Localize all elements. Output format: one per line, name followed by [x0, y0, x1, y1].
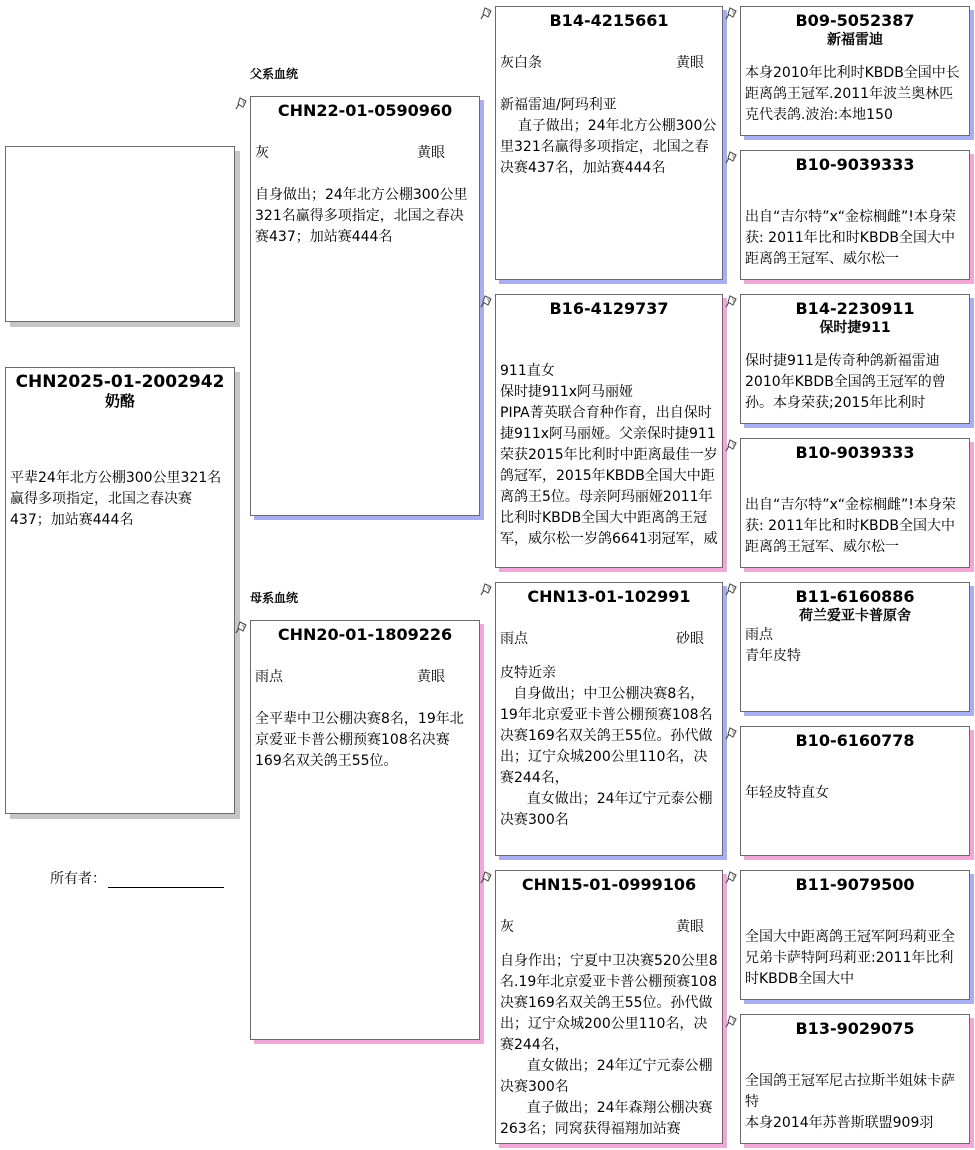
- dam-sire-ring: CHN13-01-102991: [527, 587, 691, 606]
- gen3-6-notes: 年轻皮特直女: [745, 785, 829, 801]
- photo-frame[interactable]: [5, 146, 235, 322]
- dam-sire-eye: 砂眼: [676, 631, 704, 647]
- gen3-card-1[interactable]: [740, 6, 970, 136]
- gen3-4-notes: 出自“吉尔特”x“金棕榈雌”!本身荣获: 2011年比和时KBDB全国大中距离鸽王冠军、威尔松一: [745, 497, 956, 555]
- flag-icon[interactable]: [724, 870, 738, 884]
- gen3-2-notes: 出自“吉尔特”x“金棕榈雌”!本身荣获: 2011年比和时KBDB全国大中距离鸽王冠军、威尔松一: [745, 209, 956, 267]
- gen3-card-2[interactable]: [740, 150, 970, 280]
- flag-icon[interactable]: [724, 726, 738, 740]
- flag-icon[interactable]: [724, 1014, 738, 1028]
- maternal-label: 母系血统: [250, 591, 299, 605]
- dam-notes: 全平辈中卫公棚决赛8名，19年北京爱亚卡普公棚预赛108名决赛169名双关鸽王55位。: [255, 711, 464, 769]
- dam-sire-color: 雨点: [500, 631, 528, 647]
- dam-ring: CHN20-01-1809226: [277, 625, 453, 644]
- sire-dam-card[interactable]: [495, 294, 723, 568]
- dam-color: 雨点: [255, 669, 283, 685]
- flag-icon[interactable]: [724, 150, 738, 164]
- flag-icon[interactable]: [479, 6, 493, 20]
- subject-notes: 平辈24年北方公棚300公里321名赢得多项指定，北国之春决赛437；加站赛444名: [10, 470, 222, 528]
- gen3-1-ring: B09-5052387: [795, 11, 915, 30]
- paternal-label: 父系血统: [250, 67, 299, 81]
- flag-icon[interactable]: [724, 438, 738, 452]
- dam-dam-ring: CHN15-01-0999106: [521, 875, 697, 894]
- owner-label: 所有者：: [50, 871, 106, 887]
- gen3-8-notes: 全国鸽王冠军尼古拉斯半姐妹卡萨特 本身2014年苏普斯联盟909羽: [745, 1073, 955, 1131]
- gen3-5-ring: B11-6160886: [795, 587, 915, 606]
- gen3-card-4[interactable]: [740, 438, 970, 568]
- flag-icon[interactable]: [234, 620, 248, 634]
- owner-signature-line: [108, 871, 224, 888]
- dam-dam-color: 灰: [500, 919, 514, 935]
- gen3-card-3[interactable]: [740, 294, 970, 424]
- sire-eye: 黄眼: [417, 145, 445, 161]
- subject-card[interactable]: [5, 367, 235, 814]
- sire-card[interactable]: [250, 96, 480, 516]
- subject-ring: CHN2025-01-2002942: [15, 372, 225, 392]
- sire-sire-color: 灰白条: [500, 55, 542, 71]
- gen3-card-8[interactable]: [740, 1014, 970, 1144]
- flag-icon[interactable]: [724, 6, 738, 20]
- dam-dam-notes: 自身作出；宁夏中卫决赛520公里8名.19年北京爱亚卡普公棚预赛108决赛169名双关鸽王55位。孙代做出；辽宁众城200公里110名，决赛244名， 直女做出；24年辽宁元泰公棚决赛300名 直子做出；24年森翔公棚决赛263名；同窝获得福翔加站赛: [500, 953, 718, 1137]
- sire-color: 灰: [255, 145, 269, 161]
- sire-dam-notes: 911直女 保时捷911x阿马丽娅 PIPA菁英联合育种作育，出自保时捷911x阿马丽娅。父亲保时捷911荣获2015年比利时中距离最佳一岁鸽冠军，2015年KBDB全国大中距离鸽王5位。母亲阿玛丽娅2011年比利时KBDB全国大中距离鸽王冠军，威尔松一岁鸽6641羽冠军，威: [500, 363, 718, 547]
- sire-sire-notes: 新福雷迪/阿玛利亚 直子做出；24年北方公棚300公里321名赢得多项指定，北国之春决赛437名，加站赛444名: [500, 97, 717, 176]
- gen3-3-notes: 保时捷911是传奇种鸽新福雷迪2010年KBDB全国鸽王冠军的曾孙。本身荣获;2015年比利时: [745, 353, 946, 411]
- gen3-1-notes: 本身2010年比利时KBDB全国中长距离鸽王冠军.2011年波兰奥林匹克代表鸽.波治:本地150: [745, 65, 960, 123]
- sire-sire-ring: B14-4215661: [549, 11, 669, 30]
- owner-field[interactable]: [50, 868, 224, 888]
- gen3-7-ring: B11-9079500: [795, 875, 915, 894]
- gen3-5-name: 荷兰爱亚卡普原舍: [799, 608, 911, 624]
- gen3-4-ring: B10-9039333: [795, 443, 915, 462]
- subject-name: 奶酪: [104, 392, 135, 410]
- dam-sire-notes: 皮特近亲 自身做出；中卫公棚决赛8名，19年北京爱亚卡普公棚预赛108名决赛169名双关鸽王55位。孙代做出；辽宁众城200公里110名，决赛244名， 直女做出；24年辽宁元泰公棚决赛300名: [500, 665, 713, 828]
- flag-icon[interactable]: [234, 96, 248, 110]
- gen3-8-ring: B13-9029075: [795, 1019, 915, 1038]
- gen3-card-7[interactable]: [740, 870, 970, 1000]
- gen3-3-ring: B14-2230911: [795, 299, 915, 318]
- sire-sire-eye: 黄眼: [676, 55, 704, 71]
- sire-dam-ring: B16-4129737: [549, 299, 669, 318]
- dam-eye: 黄眼: [417, 669, 445, 685]
- gen3-7-notes: 全国大中距离鸽王冠军阿玛莉亚全兄弟卡萨特阿玛莉亚:2011年比利时KBDB全国大中: [745, 929, 955, 987]
- gen3-5-notes: 雨点 青年皮特: [745, 627, 801, 664]
- gen3-card-6[interactable]: [740, 726, 970, 856]
- dam-dam-card[interactable]: [495, 870, 723, 1144]
- sire-ring: CHN22-01-0590960: [277, 101, 453, 120]
- flag-icon[interactable]: [724, 582, 738, 596]
- gen3-2-ring: B10-9039333: [795, 155, 915, 174]
- sire-notes: 自身做出；24年北方公棚300公里321名赢得多项指定，北国之春决赛437；加站赛444名: [255, 187, 468, 245]
- flag-icon[interactable]: [479, 870, 493, 884]
- flag-icon[interactable]: [724, 294, 738, 308]
- gen3-card-5[interactable]: [740, 582, 970, 712]
- dam-sire-card[interactable]: [495, 582, 723, 856]
- dam-card[interactable]: [250, 620, 480, 1040]
- gen3-6-ring: B10-6160778: [795, 731, 915, 750]
- flag-icon[interactable]: [479, 294, 493, 308]
- dam-dam-eye: 黄眼: [676, 919, 704, 935]
- flag-icon[interactable]: [479, 582, 493, 596]
- gen3-3-name: 保时捷911: [819, 320, 891, 336]
- sire-sire-card[interactable]: [495, 6, 723, 280]
- gen3-1-name: 新福雷迪: [827, 32, 883, 48]
